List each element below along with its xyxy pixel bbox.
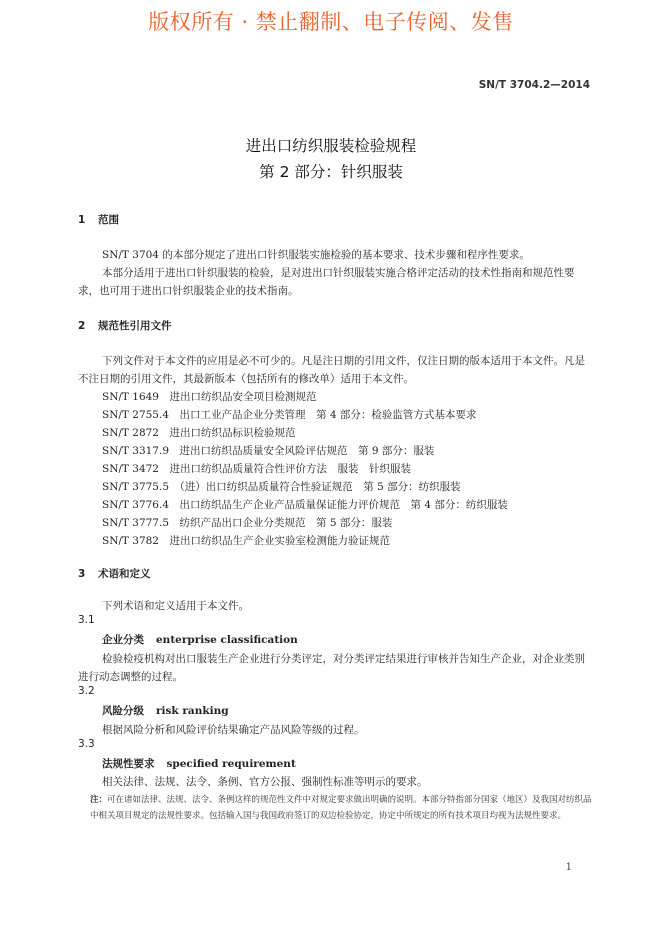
note-text: 可在诸如法律、法规、法令、条例这样的规范性文件中对规定要求做出明确的说明。本部分特指部分国家（地区）及我国对纺织品中相关项目规定的法规性要求。包括输入国与我国政府签订的双边检验协定，协定中所规定的所有技术项目均视为法规性要求。 [90, 795, 592, 821]
paragraph: 下列文件对于本文件的应用是必不可少的。凡是注日期的引用文件，仅注日期的版本适用于本文件。凡是不注日期的引用文件，其最新版本（包括所有的修改单）适用于本文件。 [78, 355, 585, 385]
section-number: 2 [78, 320, 86, 332]
section-3-intro [78, 597, 593, 615]
reference-item: SN/T 2872 进出口纺织品标识检验规范 [102, 427, 296, 439]
section-1-body [78, 246, 593, 300]
reference-item: SN/T 3472 进出口纺织品质量符合性评价方法 服装 针织服装 [102, 463, 411, 475]
reference-item: SN/T 3777.5 纺织产品出口企业分类规范 第 5 部分：服装 [102, 517, 393, 529]
reference-item: SN/T 1649 进出口纺织品安全项目检测规范 [102, 391, 317, 403]
section-3-heading [78, 566, 151, 581]
term-english: risk ranking [156, 705, 229, 717]
section-title: 范围 [98, 214, 119, 226]
reference-item: SN/T 2755.4 出口工业产品企业分类管理 第 4 部分：检验监管方式基本要求 [102, 409, 477, 421]
section-title: 术语和定义 [98, 568, 151, 580]
reference-item: SN/T 3782 进出口纺织品生产企业实验室检测能力验证规范 [102, 535, 390, 547]
term-number: 3.1 [78, 614, 95, 626]
standard-code: SN/T 3704.2—2014 [478, 79, 590, 91]
term-number: 3.3 [78, 738, 95, 750]
page-number: 1 [565, 862, 572, 873]
term-heading [102, 756, 296, 771]
document-title: 进出口纺织服装检验规程 [245, 137, 417, 155]
term-heading [102, 703, 229, 718]
term-chinese: 法规性要求 [102, 758, 155, 770]
reference-item: SN/T 3775.5 （进）出口纺织品质量符合性验证规范 第 5 部分：纺织服装 [102, 481, 461, 493]
note [90, 792, 594, 824]
term-chinese: 风险分级 [102, 705, 144, 717]
term-heading [102, 632, 298, 647]
section-number: 1 [78, 214, 86, 226]
section-number: 3 [78, 568, 86, 580]
term-english: enterprise classification [156, 634, 298, 646]
section-1-heading [78, 212, 119, 227]
definition-text: 相关法律、法规、法令、条例、官方公报、强制性标准等明示的要求。 [102, 776, 428, 788]
definition-text: 检验检疫机构对出口服装生产企业进行分类评定，对分类评定结果进行审核并告知生产企业，对企业类别进行动态调整的过程。 [78, 653, 585, 683]
section-title: 规范性引用文件 [98, 320, 172, 332]
term-definition [78, 773, 593, 791]
note-label: 注： [90, 795, 108, 805]
definition-text: 根据风险分析和风险评价结果确定产品风险等级的过程。 [102, 724, 365, 736]
paragraph: 下列术语和定义适用于本文件。 [102, 600, 249, 612]
term-chinese: 企业分类 [102, 634, 144, 646]
section-2-heading [78, 318, 172, 333]
term-definition [78, 650, 593, 686]
copyright-watermark: 版权所有 · 禁止翻制、电子传阅、发售 [148, 10, 514, 34]
section-2-body [78, 352, 593, 550]
reference-item: SN/T 3317.9 进出口纺织品质量安全风险评估规范 第 9 部分：服装 [102, 445, 435, 457]
term-english: specified requirement [166, 758, 296, 770]
reference-item: SN/T 3776.4 出口纺织品生产企业产品质量保证能力评价规范 第 4 部分：纺织服装 [102, 499, 508, 511]
term-number: 3.2 [78, 685, 95, 697]
paragraph: 本部分适用于进出口针织服装的检验，是对进出口针织服装实施合格评定活动的技术性指南和规范性要求，也可用于进出口针织服装企业的技术指南。 [78, 267, 575, 297]
document-subtitle: 第 2 部分：针织服装 [259, 163, 403, 181]
paragraph: SN/T 3704 的本部分规定了进出口针织服装实施检验的基本要求、技术步骤和程序性要求。 [102, 249, 530, 261]
term-definition [78, 721, 593, 739]
